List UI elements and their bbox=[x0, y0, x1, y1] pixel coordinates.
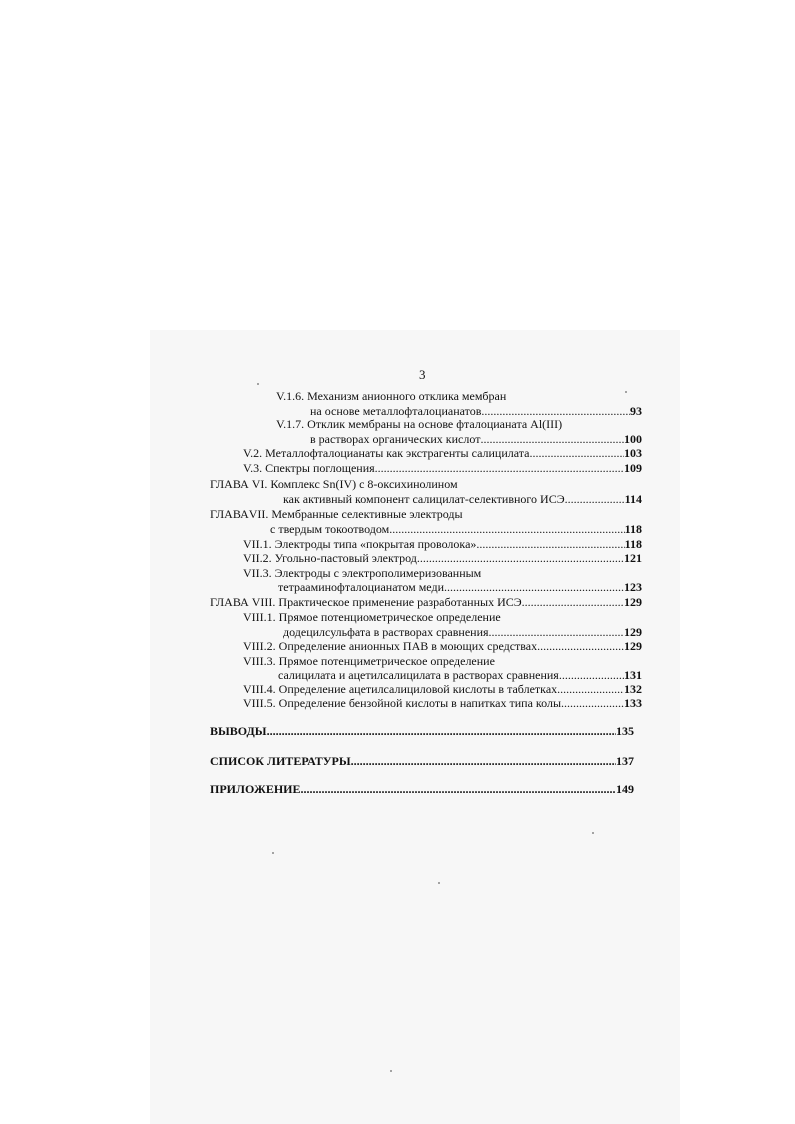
toc-entry-viii1: додецилсульфата в растворах сравнения ..... 129 bbox=[283, 625, 642, 640]
toc-entry-v16: на основе металлофталоцианатов ..... 93 bbox=[310, 404, 642, 419]
toc-chapter6-title: ГЛАВА VI. Комплекс Sn(IV) с 8-оксихинолином bbox=[210, 477, 458, 491]
toc-entry-chapter7: с твердым токоотводом ..... 118 bbox=[270, 522, 642, 537]
toc-entry-v17: в растворах органических кислот ..... 100 bbox=[310, 432, 642, 447]
toc-chapter7-title: ГЛАВАVII. Мембранные селективные электроды bbox=[210, 507, 463, 521]
scan-speck bbox=[257, 383, 259, 385]
scan-speck bbox=[438, 882, 440, 884]
toc-entry-appendix: ПРИЛОЖЕНИЕ ..... 149 bbox=[210, 782, 634, 797]
toc-entry-vii3: тетрааминофталоцианатом меди ..... 123 bbox=[278, 580, 642, 595]
toc-entry-vii2: VII.2. Угольно-пастовый электрод ..... 121 bbox=[243, 551, 642, 566]
scan-speck bbox=[390, 1070, 392, 1072]
toc-entry-viii3: салицилата и ацетилсалицилата в растворах сравнения ..... 131 bbox=[278, 668, 642, 683]
toc-viii1-title: VIII.1. Прямое потенциометрическое определение bbox=[243, 610, 501, 624]
toc-entry-references: СПИСОК ЛИТЕРАТУРЫ ..... 137 bbox=[210, 754, 634, 769]
toc-v17-title: V.1.7. Отклик мембраны на основе фталоцианата Al(III) bbox=[276, 417, 563, 431]
toc-entry-vii1: VII.1. Электроды типа «покрытая проволока» ..... 118 bbox=[243, 537, 642, 552]
scan-speck bbox=[625, 391, 627, 393]
toc-viii3-title: VIII.3. Прямое потенциметрическое определение bbox=[243, 654, 495, 668]
toc-vii3-title: VII.3. Электроды с электрополимеризованным bbox=[243, 566, 482, 580]
toc-entry-v3: V.3. Спектры поглощения ..... 109 bbox=[243, 461, 642, 476]
toc-entry-chapter8: ГЛАВА VIII. Практическое применение разработанных ИСЭ ..... 129 bbox=[210, 595, 642, 610]
toc-entry-viii4: VIII.4. Определение ацетилсалициловой кислоты в таблетках ..... 132 bbox=[243, 682, 642, 697]
toc-entry-viii5: VIII.5. Определение бензойной кислоты в напитках типа колы ..... 133 bbox=[243, 696, 642, 711]
page-number: 3 bbox=[419, 367, 426, 382]
toc-entry-viii2: VIII.2. Определение анионных ПАВ в моющих средствах ..... 129 bbox=[243, 639, 642, 654]
toc-entry-conclusions: ВЫВОДЫ ..... 135 bbox=[210, 724, 634, 739]
toc-entry-v2: V.2. Металлофталоцианаты как экстрагенты салицилата ..... 103 bbox=[243, 446, 642, 461]
toc-entry-chapter6: как активный компонент салицилат-селективного ИСЭ ..... 114 bbox=[283, 492, 642, 507]
scan-speck bbox=[272, 852, 274, 854]
toc-v16-title: V.1.6. Механизм анионного отклика мембран bbox=[276, 389, 507, 403]
scan-speck bbox=[592, 832, 594, 834]
